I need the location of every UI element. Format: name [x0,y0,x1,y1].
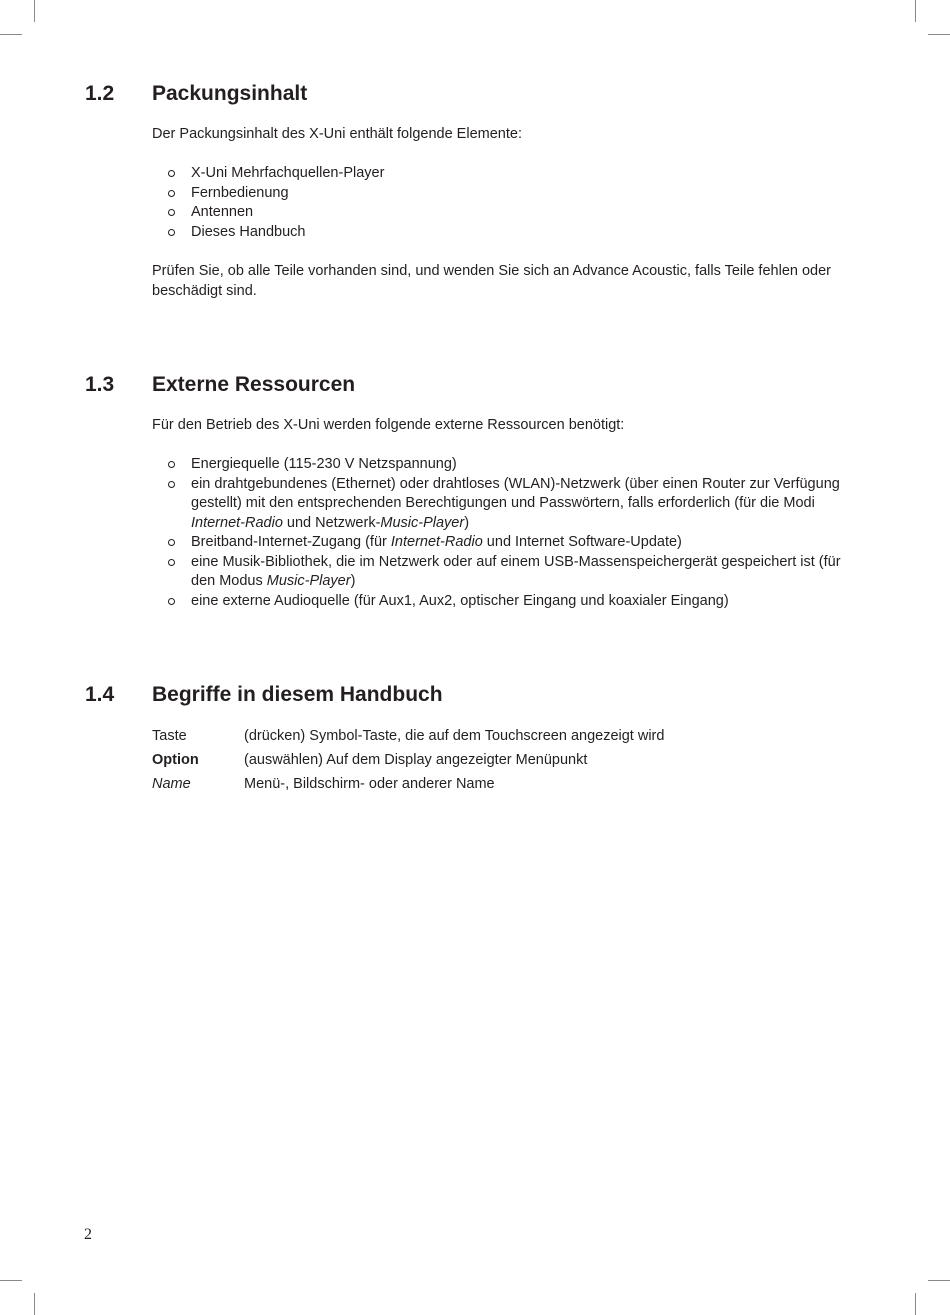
term-definition: (drücken) Symbol-Taste, die auf dem Touchscreen angezeigt wird [244,728,665,744]
crop-mark-top-left-h [0,34,22,35]
mode-name: Internet-Radio [191,514,283,531]
term-definition: (auswählen) Auf dem Display angezeigter Menüpunkt [244,752,588,768]
section-intro: Der Packungsinhalt des X-Uni enthält folgende Elemente: [152,126,522,142]
mode-name: Music-Player [266,573,351,589]
list-item: Breitband-Internet-Zugang (für Internet-Radio und Internet Software-Update) [152,533,857,553]
section-title: Externe Ressourcen [152,373,356,396]
list-item: Dieses Handbuch [152,223,857,243]
page-number: 2 [84,1226,92,1243]
section-number: 1.3 [85,373,115,396]
crop-mark-bottom-left-h [0,1280,22,1281]
contents-list [152,164,857,242]
term-definition: Menü-, Bildschirm- oder anderer Name [244,776,495,792]
circle-bullet-icon [168,559,175,566]
term-row [152,772,857,796]
list-item: ein drahtgebundenes (Ethernet) oder drahtloses (WLAN)-Netzwerk (über einen Router zur Verfügung gestellt) mit den entsprechenden Berechtigungen und Passwörtern, falls erforderlich (für die Modi Internet-Radio und Netzwerk-Music-Player) [152,475,857,534]
circle-bullet-icon [168,481,175,488]
crop-mark-top-left [34,0,35,22]
circle-bullet-icon [168,170,175,177]
mode-name: Internet-Radio [390,534,483,550]
list-item: Fernbedienung [152,184,857,204]
circle-bullet-icon [168,539,175,546]
section-number: 1.2 [85,82,115,105]
circle-bullet-icon [168,229,175,236]
list-item: Antennen [152,203,857,223]
section-title: Begriffe in diesem Handbuch [152,683,443,706]
term-row [152,748,857,772]
mode-name: Music-Player [380,514,465,531]
circle-bullet-icon [168,461,175,468]
crop-mark-bottom-right-h [928,1280,950,1281]
crop-mark-bottom-right [915,1293,916,1315]
crop-mark-top-right-h [928,34,950,35]
crop-mark-top-right [915,0,916,22]
list-item: eine externe Audioquelle (für Aux1, Aux2, optischer Eingang und koaxialer Eingang) [152,592,857,612]
resources-list [152,455,857,611]
list-item: X-Uni Mehrfachquellen-Player [152,164,857,184]
section-number: 1.4 [85,683,115,706]
list-item: Energiequelle (115-230 V Netzspannung) [152,455,857,475]
circle-bullet-icon [168,209,175,216]
list-item: eine Musik-Bibliothek, die im Netzwerk oder auf einem USB-Massenspeichergerät gespeichert ist (für den Modus Music-Player) [152,553,857,592]
circle-bullet-icon [168,598,175,605]
term-key: Name [152,776,191,792]
section-outro: Prüfen Sie, ob alle Teile vorhanden sind, und wenden Sie sich an Advance Acoustic, falls Teile fehlen oder beschädigt sind. [152,263,831,299]
section-title: Packungsinhalt [152,82,308,105]
term-row [152,724,857,748]
section-intro: Für den Betrieb des X-Uni werden folgende externe Ressourcen benötigt: [152,417,625,433]
term-key: Option [152,752,199,768]
circle-bullet-icon [168,190,175,197]
term-key: Taste [152,728,187,744]
crop-mark-bottom-left [34,1293,35,1315]
terms-list [152,724,857,796]
